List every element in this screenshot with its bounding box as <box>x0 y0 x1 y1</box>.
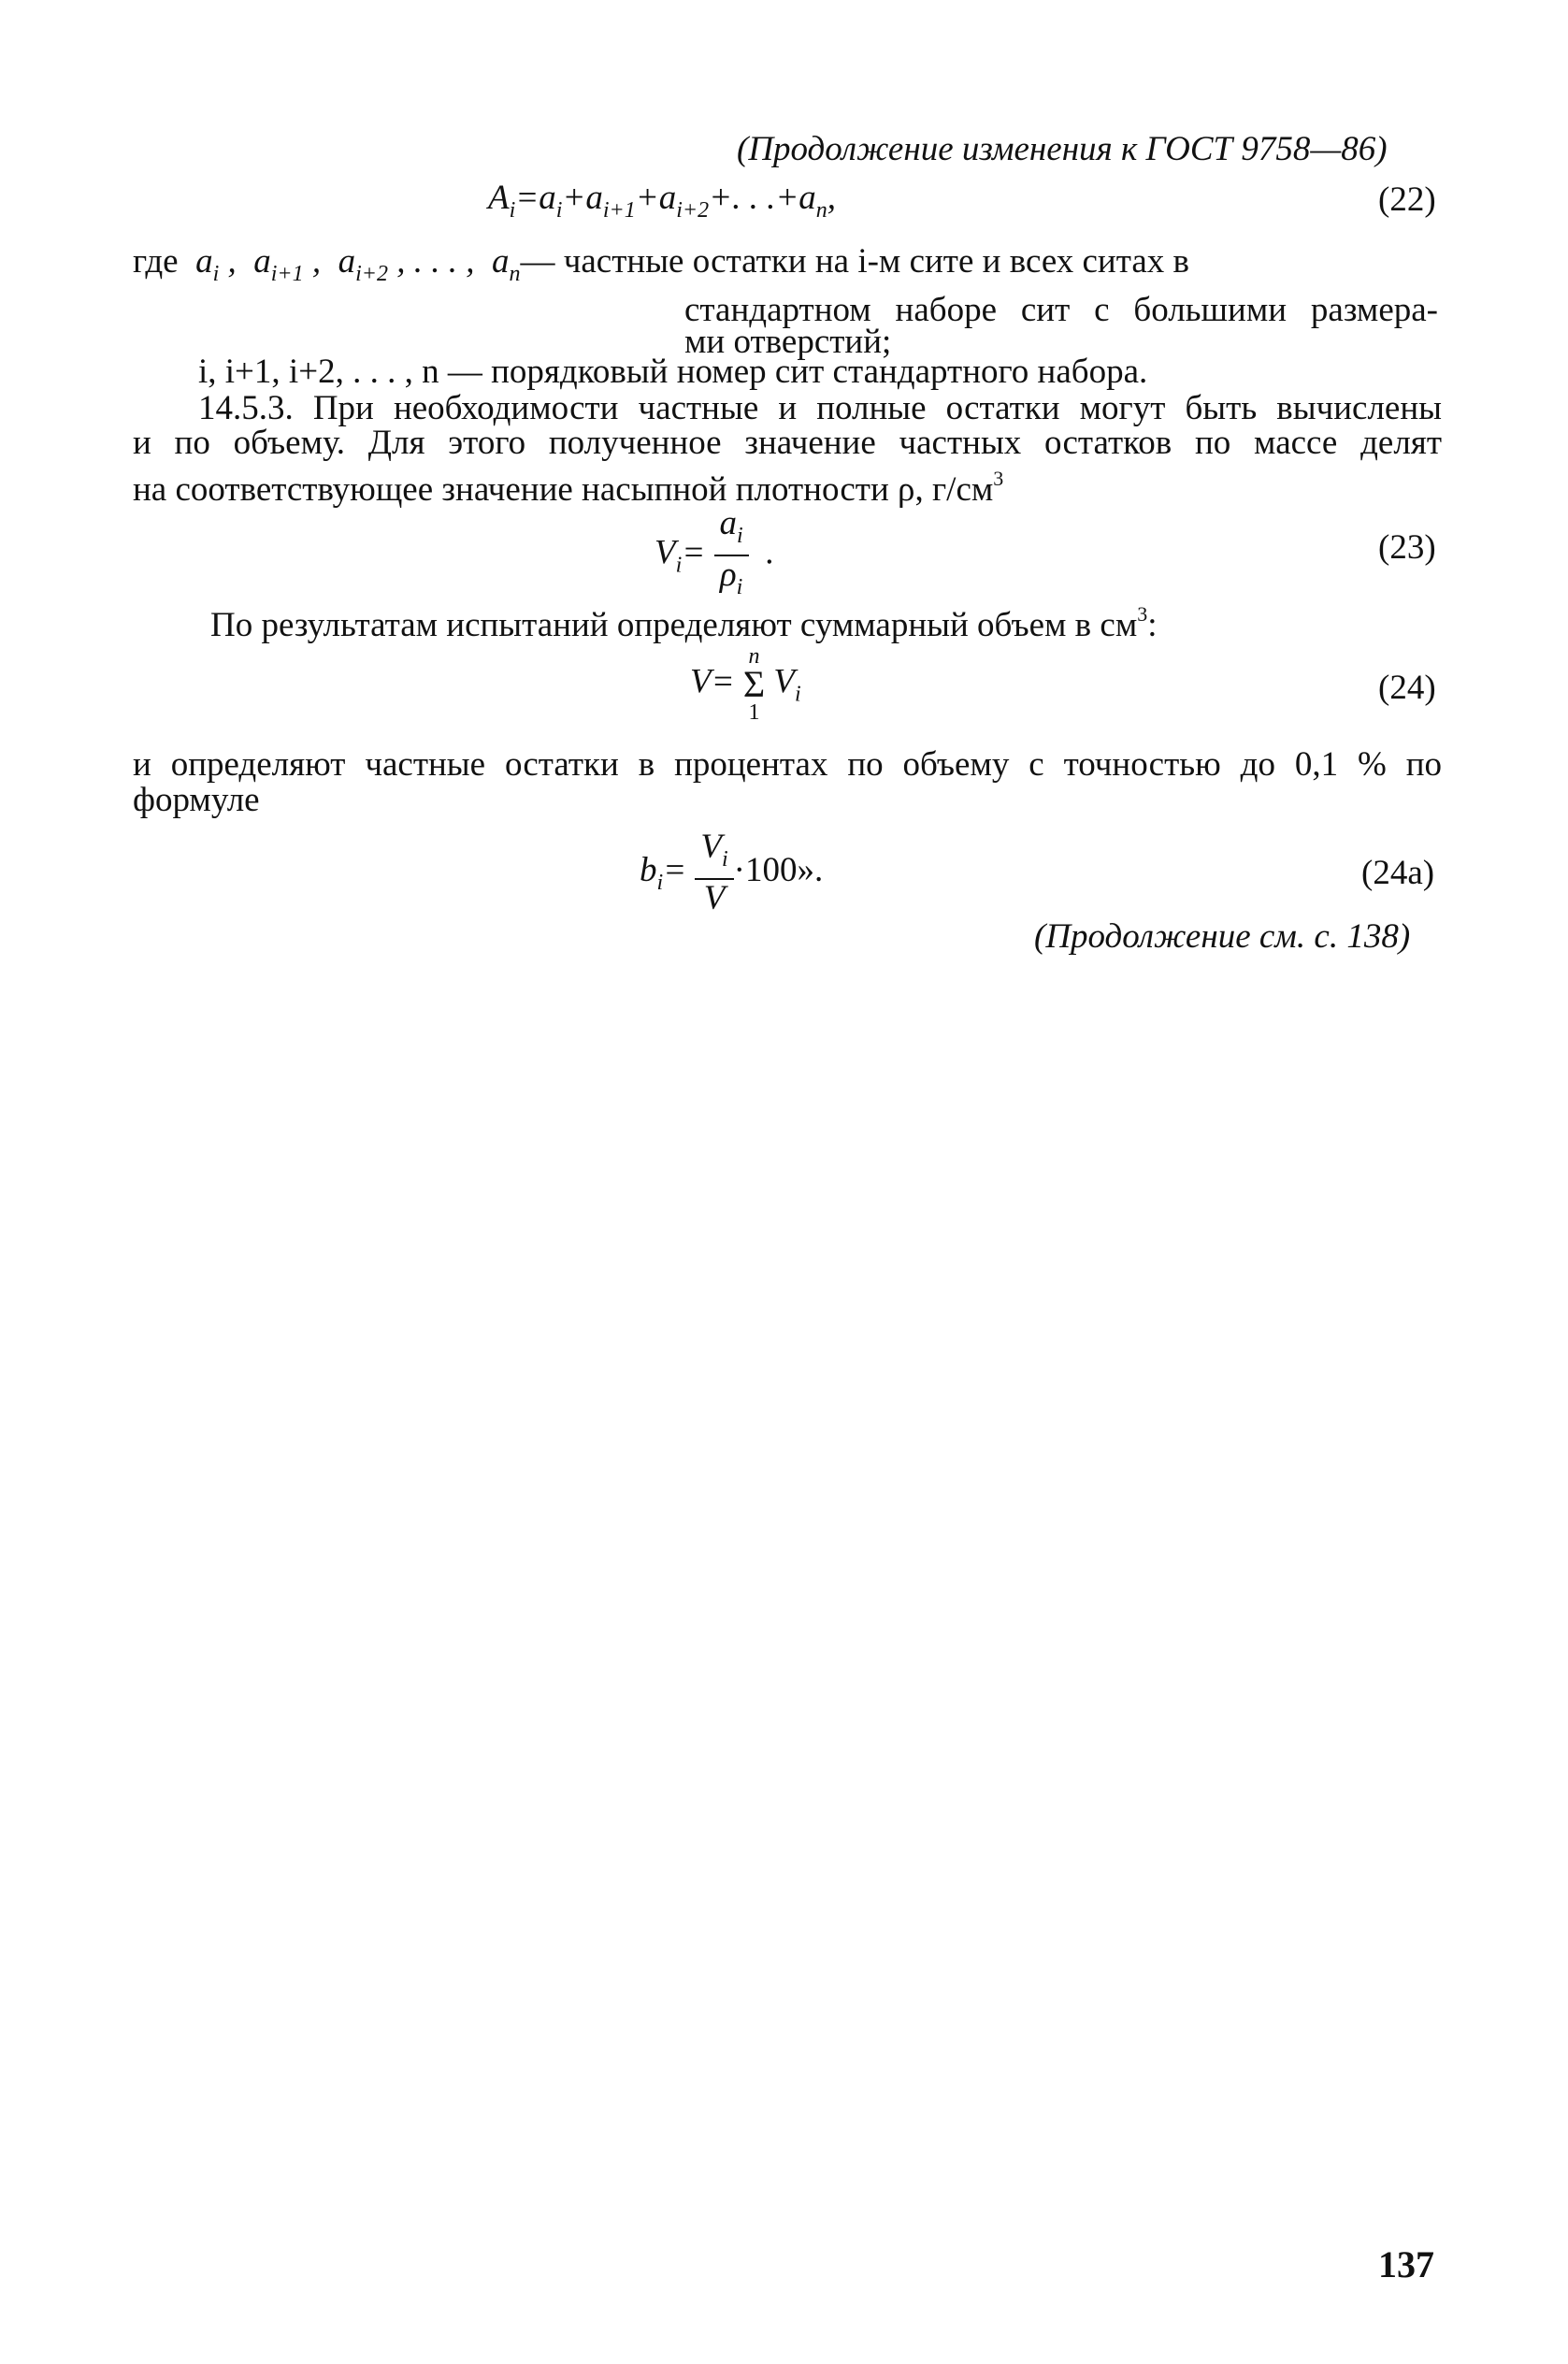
where-description-1: — частные остатки на i-м сите и всех ситах в <box>520 242 1189 281</box>
fraction-a-over-rho: $\frac{a_i}{\rho_i}$ <box>714 505 749 606</box>
equation-number-22: (22) <box>1378 180 1436 219</box>
results-line: По результатам испытаний определяют суммарный объем в $см^3$: <box>210 602 1158 644</box>
equation-number-23: (23) <box>1378 528 1436 567</box>
paragraph-14-5-3-line-1: 14.5.3. При необходимости частные и полные остатки могут быть вычислены <box>198 389 1442 427</box>
where-word: где <box>133 242 179 281</box>
equation-22: $A_i=a_i+a_{i+1}+a_{i+2}+$. . $.+a_n$, <box>488 179 837 223</box>
index-line: i, i+1, i+2, . . . , n — порядковый номер сит стандартного набора. <box>198 353 1148 391</box>
where-description-2: стандартном наборе сит с большими размера- <box>684 291 1438 329</box>
continuation-footer: (Продолжение см. с. 138) <box>1034 917 1411 956</box>
percent-paragraph-line-1: и определяют частные остатки в процентах по объему с точностью до 0,1 % по <box>133 745 1442 784</box>
equation-number-24: (24) <box>1378 669 1436 707</box>
equation-23: $V_i=$ $\frac{a_i}{\rho_i}$ . <box>655 505 774 606</box>
where-line <box>133 243 1189 293</box>
equation-24a: $b_i=$ $\frac{V_i}{V}$ ·100». <box>640 828 824 917</box>
percent-paragraph-line-2: формуле <box>133 781 260 819</box>
sum-symbol: n Σ 1 <box>742 644 766 725</box>
variables-list: $a_i$ , $a_{i+1}$ , $a_{i+2}$ , . . . , $a_n$ <box>186 242 521 286</box>
continuation-header: (Продолжение изменения к ГОСТ 9758—86) <box>737 130 1388 168</box>
paragraph-14-5-3-line-3-text: на соответствующее значение насыпной плотности ρ, г/см <box>133 470 994 509</box>
page-number: 137 <box>1378 2243 1434 2285</box>
equation-number-24a: (24а) <box>1361 854 1435 892</box>
equation-24: V= n Σ 1 $V_i$ <box>690 644 801 725</box>
paragraph-14-5-3-line-3: на соответствующее значение насыпной плотности ρ, $г/см^3$ <box>133 467 1004 509</box>
fraction-v-over-v: $\frac{V_i}{V}$ <box>695 829 733 917</box>
results-line-text: По результатам испытаний определяют суммарный объем в см <box>210 606 1138 644</box>
paragraph-14-5-3-line-2: и по объему. Для этого полученное значение частных остатков по массе делят <box>133 424 1442 462</box>
where-description-3: ми отверстий; <box>684 323 892 361</box>
equation-24a-tail: ·100». <box>733 850 824 889</box>
